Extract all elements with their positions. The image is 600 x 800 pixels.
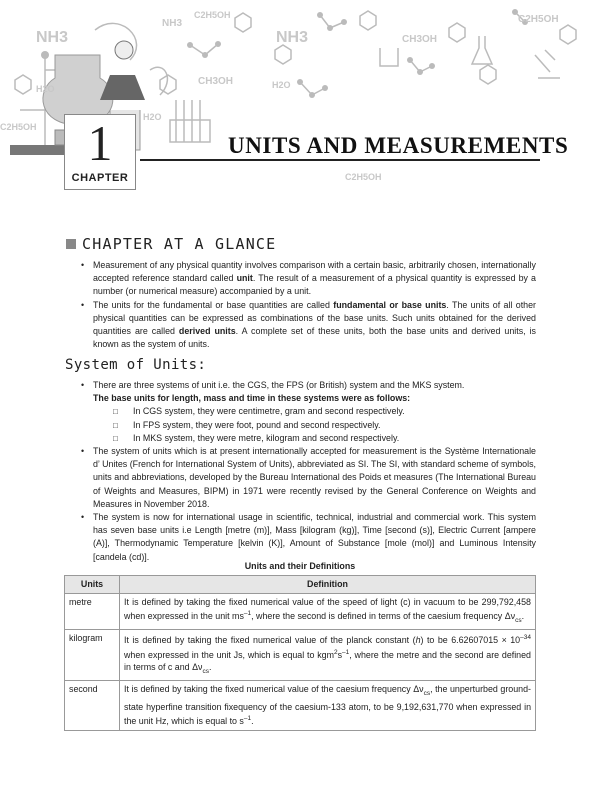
pressure-gauge-icon bbox=[115, 41, 133, 59]
superscript: –1 bbox=[243, 610, 252, 617]
text-run: Measurement of any physical quantity involves comparison with a certain basic, arbitrarily chosen, internationally accepted reference standard called bbox=[93, 260, 536, 284]
square-bullet-icon bbox=[66, 239, 76, 249]
text-run: The units for the fundamental or base quantities are called bbox=[93, 299, 334, 310]
hexagon-molecule-icon bbox=[235, 13, 251, 32]
superscript: –34 bbox=[520, 634, 531, 642]
glance-bullet-list bbox=[76, 259, 536, 351]
text-run: s bbox=[337, 649, 343, 660]
section-heading bbox=[66, 235, 276, 253]
list-item bbox=[76, 299, 536, 352]
sub-list-item: □ In CGS system, they were centimetre, gram and second respectively. bbox=[113, 405, 536, 418]
hexagon-molecule-icon bbox=[275, 45, 291, 64]
system-content bbox=[76, 379, 536, 564]
column-header: Definition bbox=[120, 576, 536, 594]
units-definitions-table bbox=[64, 575, 536, 731]
subscript: cs bbox=[423, 690, 431, 698]
decor-label: H2O bbox=[36, 84, 55, 94]
system-of-units-heading: System of Units: bbox=[65, 357, 207, 373]
system-bullet-text: There are three systems of unit i.e. the CGS, the FPS (or British) system and the MKS system. bbox=[93, 380, 465, 390]
text-run: It is defined by taking the fixed numerical value of the caesium frequency Δν bbox=[124, 684, 424, 695]
system-bullet-list bbox=[76, 379, 536, 564]
hexagon-molecule-icon bbox=[449, 23, 465, 42]
chapter-number: 1 bbox=[87, 115, 113, 171]
text-run: when expressed in the unit Js, which is equal to kgm bbox=[124, 649, 334, 660]
text-run: , where the second is defined in terms of the caesium frequency Δν bbox=[251, 610, 516, 621]
text-run: ) to be 6.62607015 × 10 bbox=[420, 635, 521, 646]
decor-label: H2O bbox=[272, 80, 291, 90]
definition-cell bbox=[120, 593, 536, 630]
sub-list bbox=[93, 405, 536, 445]
decor-label: NH3 bbox=[162, 18, 183, 29]
text-run: , where the metre and the second are defined in terms of c and Δν bbox=[124, 649, 531, 673]
text-run: . bbox=[521, 610, 525, 621]
decor-label: NH3 bbox=[36, 29, 69, 46]
table-row bbox=[65, 630, 536, 681]
sub-list-item: □ In MKS system, they were metre, kilogram and second respectively. bbox=[113, 432, 536, 445]
chapter-label: CHAPTER bbox=[71, 172, 129, 184]
list-item bbox=[76, 445, 536, 511]
hexagon-molecule-icon bbox=[360, 11, 376, 30]
table-title: Units and their Definitions bbox=[244, 561, 356, 571]
text-run: . The units of all other physical quantities can be expressed as combinations of the base units. Such units obtained for the derived quantities are called bbox=[93, 299, 536, 337]
decor-label: C2H5OH bbox=[0, 122, 37, 132]
unit-cell: second bbox=[65, 681, 120, 730]
system-bullet-bold: The base units for length, mass and time in these systems were as follows: bbox=[93, 393, 411, 404]
list-item bbox=[76, 511, 536, 564]
text-run: It is defined by taking the fixed numerical value of the speed of light (c) in vacuum to be 299,792,458 when expressed in the unit ms bbox=[124, 596, 531, 621]
column-header: Units bbox=[65, 576, 120, 594]
hexagon-molecule-icon bbox=[560, 25, 576, 44]
chapter-badge bbox=[64, 114, 136, 190]
bold-term: unit bbox=[236, 273, 253, 284]
glance-title: CHAPTER AT A GLANCE bbox=[82, 235, 277, 253]
unit-cell: metre bbox=[65, 593, 120, 630]
text-run: . A complete set of these units, both the base units and derived units, is known as the system of units. bbox=[93, 326, 536, 350]
burner-icon bbox=[100, 75, 145, 100]
hexagon-molecule-icon bbox=[480, 65, 496, 84]
title-underline bbox=[140, 159, 540, 161]
table-header-row bbox=[65, 576, 536, 594]
superscript: –1 bbox=[342, 648, 350, 656]
text-run: h bbox=[415, 635, 421, 646]
unit-cell: kilogram bbox=[65, 630, 120, 681]
decor-label: C2H5OH bbox=[345, 172, 382, 182]
superscript: –1 bbox=[243, 715, 252, 723]
definition-cell bbox=[120, 630, 536, 681]
system-bullet-text: The system is now for international usage in scientific, technical, industrial and commercial work. This system has seven base units i.e Length [metre (m)], Mass [kilogram (kg)], Time [second (s)], Electric Current [ampere (A)], Thermodynamic Temperature [kelvin (K)], Amount of Substance [mole (mol)] and Luminous Intensity [candela (cd)]. bbox=[93, 512, 536, 562]
chapter-title: UNITS AND MEASUREMENTS bbox=[228, 133, 569, 158]
subscript: cs bbox=[202, 667, 209, 675]
sub-list-item: □ In FPS system, they were foot, pound and second respectively. bbox=[113, 419, 536, 432]
table-row bbox=[65, 681, 536, 730]
decor-label: CH3OH bbox=[402, 34, 438, 45]
text-run: . bbox=[208, 662, 212, 673]
glance-content bbox=[76, 259, 536, 351]
hexagon-molecule-icon bbox=[15, 75, 31, 94]
text-run: . The result of a measurement of a physical quantity is expressed by a number (or numerical measure) accompanied by a unit. bbox=[93, 273, 536, 297]
subscript: cs bbox=[515, 616, 522, 624]
system-bullet-text: The system of units which is at present internationally accepted for measurement is the Système Internationale d’ Unites (French for International System of Units), abbreviated as SI. The SI, with standard scheme of symbols, units and abbreviations, developed by the Bureau International des Poids et measures (The International Bureau of Weights and Measures, BIPM) in 1971 were recently revised by the General Conference on Weights and Measures in November 2018. bbox=[93, 446, 536, 509]
decor-label: CH3OH bbox=[198, 76, 234, 87]
text-run: It is defined by taking the fixed numerical value of the planck constant ( bbox=[124, 635, 416, 646]
table-row bbox=[65, 593, 536, 630]
decor-label: C2H5OH bbox=[518, 14, 559, 25]
text-run: . bbox=[251, 716, 254, 727]
superscript: 2 bbox=[333, 648, 338, 656]
decor-label: H2O bbox=[143, 112, 162, 122]
list-item bbox=[76, 379, 536, 445]
definition-cell bbox=[120, 681, 536, 730]
bold-term: derived units bbox=[178, 326, 236, 337]
list-item bbox=[76, 259, 536, 299]
bold-term: fundamental or base units bbox=[333, 299, 447, 310]
text-run: , the unperturbed ground-state hyperfine transition fixequency of the caesium-133 atom, to be 9,192,631,770 when expressed in the unit Hz, which is equal to s bbox=[124, 684, 531, 727]
decor-label: NH3 bbox=[276, 29, 309, 46]
decor-label: C2H5OH bbox=[194, 10, 231, 20]
